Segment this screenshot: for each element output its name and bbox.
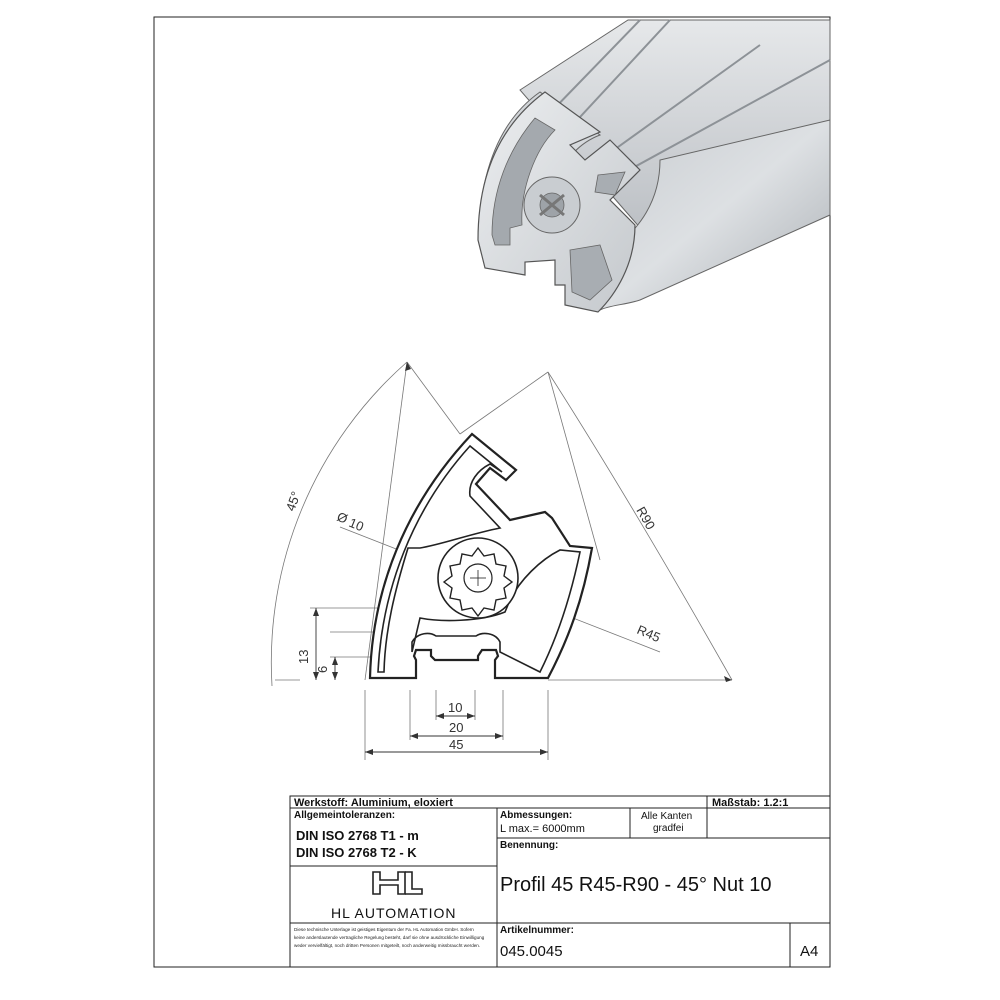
profile-2d-section	[271, 362, 732, 760]
company-name: HL AUTOMATION	[331, 905, 457, 921]
dim-angle-45: 45°	[282, 489, 304, 514]
format-label: A4	[800, 943, 819, 960]
dim-6: 6	[315, 665, 330, 673]
massstab-label: Maßstab: 1.2:1	[712, 797, 789, 809]
artikel-value: 045.0045	[500, 943, 563, 960]
abmessungen-value: L max.= 6000mm	[500, 823, 585, 835]
dim-diameter-symbol: Ø	[334, 508, 350, 527]
toleranz-line-1: DIN ISO 2768 T1 - m	[296, 828, 419, 843]
toleranz-line-2: DIN ISO 2768 T2 - K	[296, 845, 417, 860]
dim-width-45: 45	[449, 737, 464, 752]
profile-3d-render	[478, 20, 830, 312]
hl-logo	[373, 872, 422, 894]
kanten-line-1: Alle Kanten	[641, 811, 693, 822]
dim-slot-20: 20	[449, 720, 464, 735]
toleranz-label: Allgemeintoleranzen:	[294, 810, 396, 821]
benennung-value: Profil 45 R45-R90 - 45° Nut 10	[500, 874, 772, 896]
werkstoff-label: Werkstoff: Aluminium, eloxiert	[294, 797, 453, 809]
artikel-label: Artikelnummer:	[500, 925, 574, 936]
legal-notice: Diese technische Unterlage ist geistiges Eigentum der Fa. HL Automation GmbH. Sofern keine anderslautende vertragliche Regelung besteht, darf sie ohne ausdrückliche Einwilligung weder vervielfältigt, noch dritten Personen mitgeteilt, noch anderweitig missbraucht werden.	[294, 927, 485, 948]
dim-r45: R45	[634, 621, 663, 646]
dim-13: 13	[296, 649, 311, 664]
dim-r90: R90	[633, 504, 659, 533]
dim-bore-10: 10	[346, 514, 366, 535]
benennung-label: Benennung:	[500, 840, 559, 851]
abmessungen-label: Abmessungen:	[500, 810, 573, 821]
kanten-line-2: gradfei	[653, 823, 684, 834]
dim-slot-10: 10	[448, 700, 463, 715]
